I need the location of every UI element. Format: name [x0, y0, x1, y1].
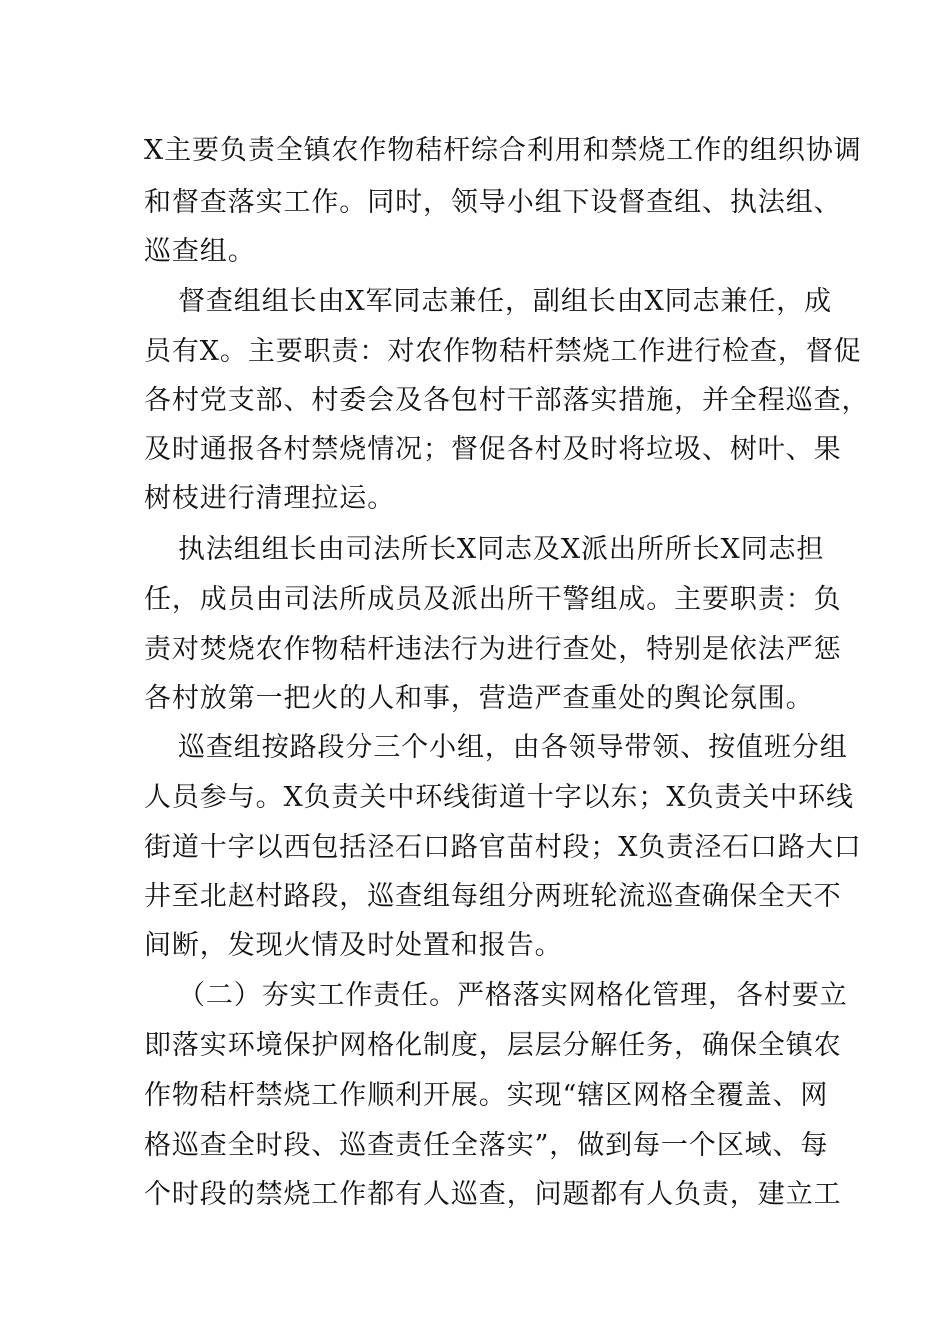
text-line: 人员参与。X负责关中环线街道十字以东；X负责关中环线 — [144, 782, 854, 813]
text-line: 责对焚烧农作物秸杆违法行为进行查处，特别是依法严惩 — [144, 634, 842, 665]
text-line: 和督查落实工作。同时，领导小组下设督查组、执法组、 — [144, 187, 842, 218]
text-line: 执法组组长由司法所长X同志及X派出所所长X同志担 — [178, 534, 825, 565]
text-line: 即落实环境保护网格化制度，层层分解任务，确保全镇农 — [144, 1030, 842, 1061]
text-line: 井至北赵村路段，巡查组每组分两班轮流巡查确保全天不 — [144, 881, 842, 912]
text-line: 任，成员由司法所成员及派出所干警组成。主要职责：负 — [144, 584, 842, 615]
text-line: 及时通报各村禁烧情况；督促各村及时将垃圾、树叶、果 — [144, 434, 842, 465]
text-line: 督查组组长由X军同志兼任，副组长由X同志兼任，成 — [178, 286, 833, 317]
text-line: 格巡查全时段、巡查责任全落实”，做到每一个区域、每 — [144, 1130, 829, 1161]
text-line: 巡查组。 — [144, 236, 256, 267]
text-line: （二）夯实工作责任。严格落实网格化管理，各村要立 — [178, 980, 848, 1011]
text-line: 个时段的禁烧工作都有人巡查，问题都有人负责，建立工 — [144, 1179, 842, 1210]
text-line: 员有X。主要职责：对农作物秸杆禁烧工作进行检查，督促 — [144, 336, 862, 367]
text-line: 树枝进行清理拉运。 — [144, 483, 396, 514]
text-line: 巡查组按路段分三个小组，由各领导带领、按值班分组 — [178, 732, 848, 763]
text-line: X主要负责全镇农作物秸杆综合利用和禁烧工作的组织协调 — [144, 135, 862, 166]
text-line: 各村放第一把火的人和事，营造严查重处的舆论氛围。 — [144, 683, 814, 714]
text-line: 间断，发现火情及时处置和报告。 — [144, 930, 563, 961]
text-line: 各村党支部、村委会及各包村干部落实措施，并全程巡查， — [144, 385, 870, 416]
text-line: 街道十字以西包括泾石口路官苗村段；X负责泾石口路大口 — [144, 832, 862, 863]
text-line: 作物秸杆禁烧工作顺利开展。实现“辖区网格全覆盖、网 — [144, 1080, 829, 1111]
